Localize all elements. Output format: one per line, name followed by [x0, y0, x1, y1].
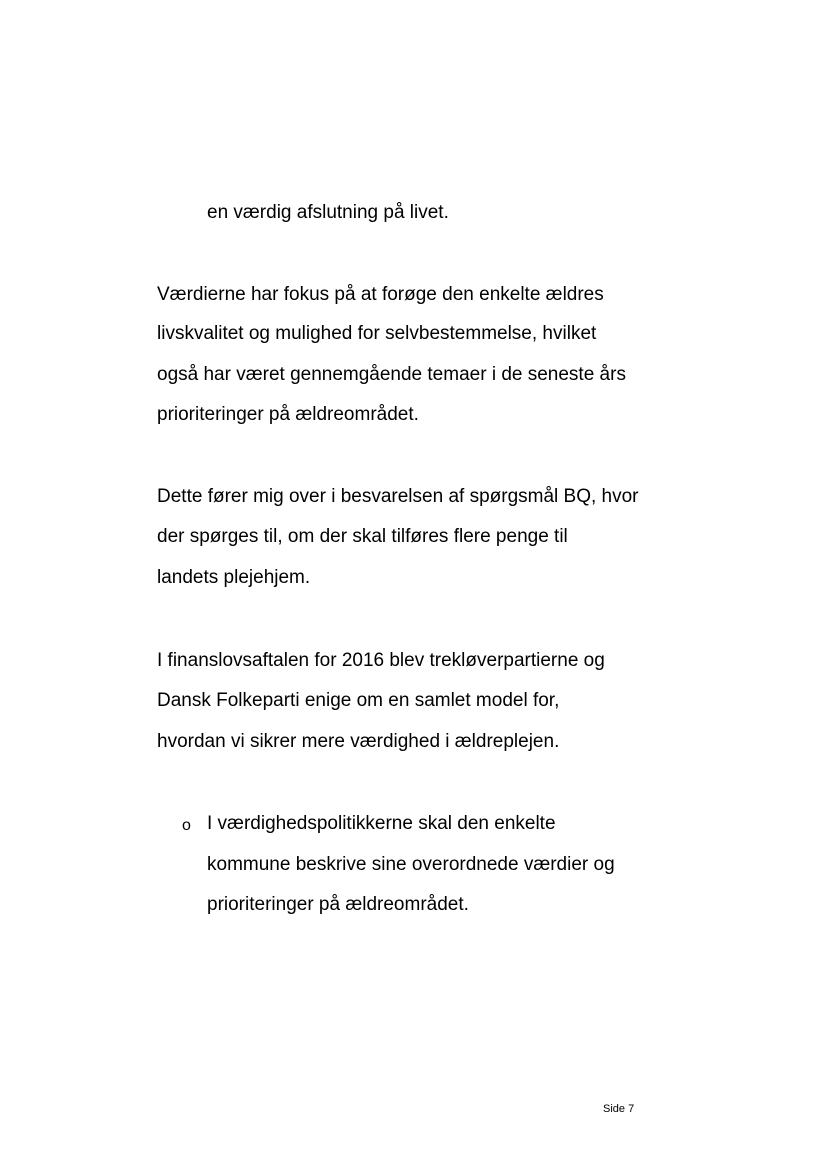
- paragraph-line: også har været gennemgående temaer i de seneste års: [157, 364, 626, 385]
- paragraph-line: hvordan vi sikrer mere værdighed i ældreplejen.: [157, 731, 560, 752]
- paragraph-line: I finanslovsaftalen for 2016 blev trekløverpartierne og: [157, 650, 605, 671]
- bullet-line: I værdighedspolitikkerne skal den enkelte: [207, 813, 556, 834]
- continuation-line: en værdig afslutning på livet.: [207, 202, 449, 223]
- paragraph-line: Dette fører mig over i besvarelsen af spørgsmål BQ, hvor: [157, 486, 639, 507]
- paragraph-line: Værdierne har fokus på at forøge den enkelte ældres: [157, 284, 604, 305]
- bullet-line: prioriteringer på ældreområdet.: [207, 894, 469, 915]
- page-number: Side 7: [603, 1103, 635, 1115]
- paragraph-line: livskvalitet og mulighed for selvbestemmelse, hvilket: [157, 323, 597, 344]
- bullet-line: kommune beskrive sine overordnede værdier og: [207, 854, 615, 875]
- hollow-circle-bullet-icon: o: [182, 817, 191, 834]
- paragraph-line: landets plejehjem.: [157, 567, 311, 588]
- paragraph-line: Dansk Folkeparti enige om en samlet model for,: [157, 690, 560, 711]
- paragraph-line: prioriteringer på ældreområdet.: [157, 404, 419, 425]
- paragraph-line: der spørges til, om der skal tilføres flere penge til: [157, 526, 568, 547]
